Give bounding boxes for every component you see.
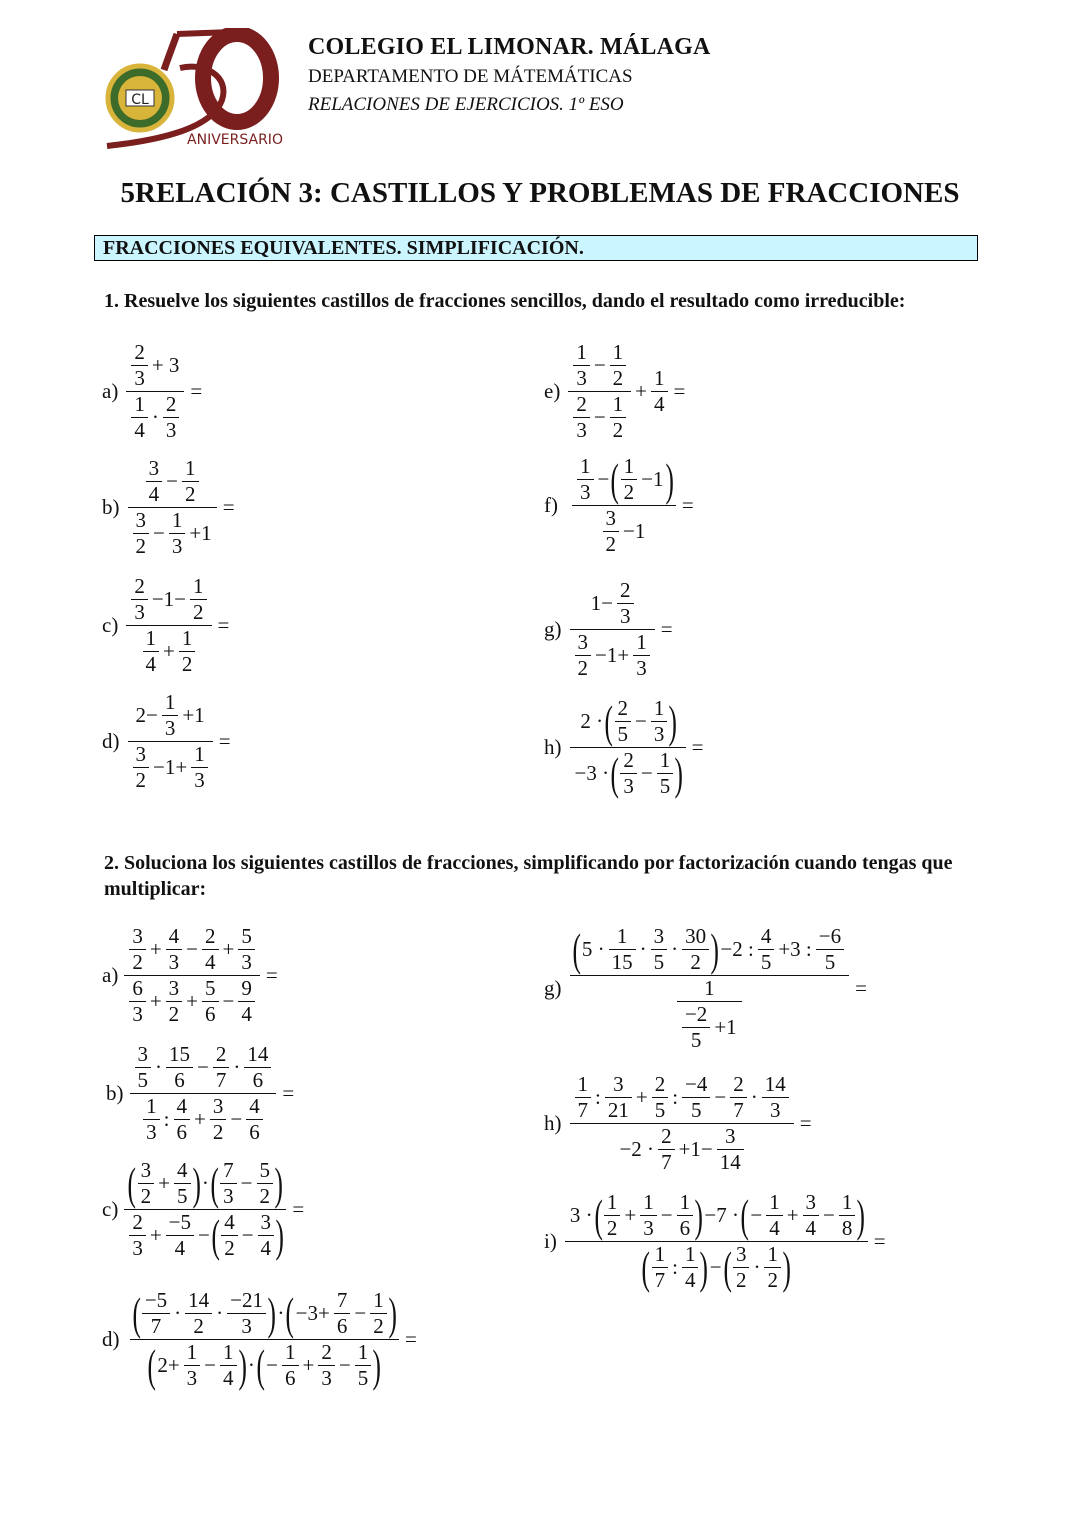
school-name: COLEGIO EL LIMONAR. MÁLAGA: [308, 34, 711, 60]
exercise-1c: c) $\frac{2}{3}$ −1− $\frac{1}{2}$ $\frac{1}{4}$ + $\frac{1}{2}$ =: [102, 574, 230, 676]
question-1-text: 1. Resuelve los siguientes castillos de fracciones sencillos, dando el resultado como irreducible:: [104, 290, 906, 312]
label: h): [544, 735, 562, 759]
exercise-1b: b) $\frac{3}{4}$ − $\frac{1}{2}$ $\frac{3}{2}$ − $\frac{1}{3}$ +1 =: [102, 456, 235, 558]
logo-initials: CL: [131, 92, 149, 108]
relations-subtitle: RELACIONES DE EJERCICIOS. 1º ESO: [308, 94, 624, 115]
page-title: 5RELACIÓN 3: CASTILLOS Y PROBLEMAS DE FRACCIONES: [120, 177, 960, 209]
logo-caption: ANIVERSARIO: [187, 132, 283, 148]
label: a): [102, 379, 119, 403]
exercise-1f: f) $\frac{1}{3}$ − ( $\frac{1}{2}$ −1 ) $\frac{3}{2}$ −1 =: [544, 453, 694, 556]
label: i): [544, 1229, 557, 1253]
exercise-2g: g) ( 5 · $\frac{1}{15}$ · $\frac{3}{5}$ · $\frac{30}{2}$ ) −2 : $\frac{4}{5}$ +3 : $\frac{-6}{5}$ 1 $\frac{-2}{5}$ +1 =: [544, 923, 867, 1052]
exercise-2h: h) $\frac{1}{7}$ : $\frac{3}{21}$ + $\frac{2}{5}$ : $\frac{-4}{5}$ − $\frac{2}{7}$ · $\frac{14}{3}$ −2 · $\frac{2}{7}$ +1− $\frac{3}{14}$ =: [544, 1072, 812, 1174]
department-name: DEPARTAMENTO DE MÁTEMÁTICAS: [308, 66, 633, 87]
exercise-1a: a) $\frac{2}{3}$ + 3 $\frac{1}{4}$ · $\frac{2}{3}$ =: [102, 340, 203, 442]
exercise-2b: b) $\frac{3}{5}$ · $\frac{15}{6}$ − $\frac{2}{7}$ · $\frac{14}{6}$ $\frac{1}{3}$ : $\frac{4}{6}$ + $\frac{3}{2}$ − $\frac{4}{6}$ =: [106, 1042, 295, 1144]
label: b): [102, 495, 120, 519]
school-logo: [102, 28, 292, 153]
exercise-1d: d) 2− $\frac{1}{3}$ +1 $\frac{3}{2}$ −1+ $\frac{1}{3}$ =: [102, 690, 231, 792]
label: c): [102, 1197, 119, 1221]
label: a): [102, 963, 119, 987]
label: g): [544, 976, 562, 1000]
exercise-2i: i) 3 · ( $\frac{1}{2}$ + $\frac{1}{3}$ − $\frac{1}{6}$ ) −7 · ( − $\frac{1}{4}$ + $\frac{3}{4}$ − $\frac{1}{8}$ ) ( $\frac{1}{7}$ : $\frac{1}{4}$ ) − ( $\frac{3}{2}$ · $\frac{1}{2}$ ) =: [544, 1189, 886, 1293]
label: b): [106, 1081, 124, 1105]
question-2-text: 2. Soluciona los siguientes castillos de fracciones, simplificando por factorización cuando tengas que multiplicar:: [104, 852, 953, 900]
exercise-2d: d) ( $\frac{-5}{7}$ · $\frac{14}{2}$ · $\frac{-21}{3}$ ) · ( −3+ $\frac{7}{6}$ − $\frac{1}{2}$ ) ( 2+ $\frac{1}{3}$ − $\frac{1}{4}$ ) · ( − $\frac{1}{6}$ + $\frac{2}{3}$ − $\frac{1}{5}$ ) =: [102, 1287, 417, 1391]
section-header: FRACCIONES EQUIVALENTES. SIMPLIFICACIÓN.: [94, 235, 978, 261]
exercise-1g: g) 1− $\frac{2}{3}$ $\frac{3}{2}$ −1+ $\frac{1}{3}$ =: [544, 578, 673, 680]
exercise-1h: h) 2 · ( $\frac{2}{5}$ − $\frac{1}{3}$ ) −3 · ( $\frac{2}{3}$ − $\frac{1}{5}$ ) =: [544, 695, 704, 799]
label: d): [102, 1327, 120, 1351]
exercise-2a: a) $\frac{3}{2}$ + $\frac{4}{3}$ − $\frac{2}{4}$ + $\frac{5}{3}$ $\frac{6}{3}$ + $\frac{3}{2}$ + $\frac{5}{6}$ − $\frac{9}{4}$ =: [102, 924, 278, 1026]
label: f): [544, 493, 558, 517]
label: e): [544, 379, 561, 403]
label: g): [544, 617, 562, 641]
exercise-2c: c) ( $\frac{3}{2}$ + $\frac{4}{5}$ ) · ( $\frac{7}{3}$ − $\frac{5}{2}$ ) $\frac{2}{3}$ + $\frac{-5}{4}$ − ( $\frac{4}{2}$ − $\frac{3}{4}$ ) =: [102, 1157, 305, 1261]
label: h): [544, 1111, 562, 1135]
exercise-1e: e) $\frac{1}{3}$ − $\frac{1}{2}$ $\frac{2}{3}$ − $\frac{1}{2}$ + $\frac{1}{4}$ =: [544, 340, 686, 442]
label: d): [102, 729, 120, 753]
label: c): [102, 613, 119, 637]
